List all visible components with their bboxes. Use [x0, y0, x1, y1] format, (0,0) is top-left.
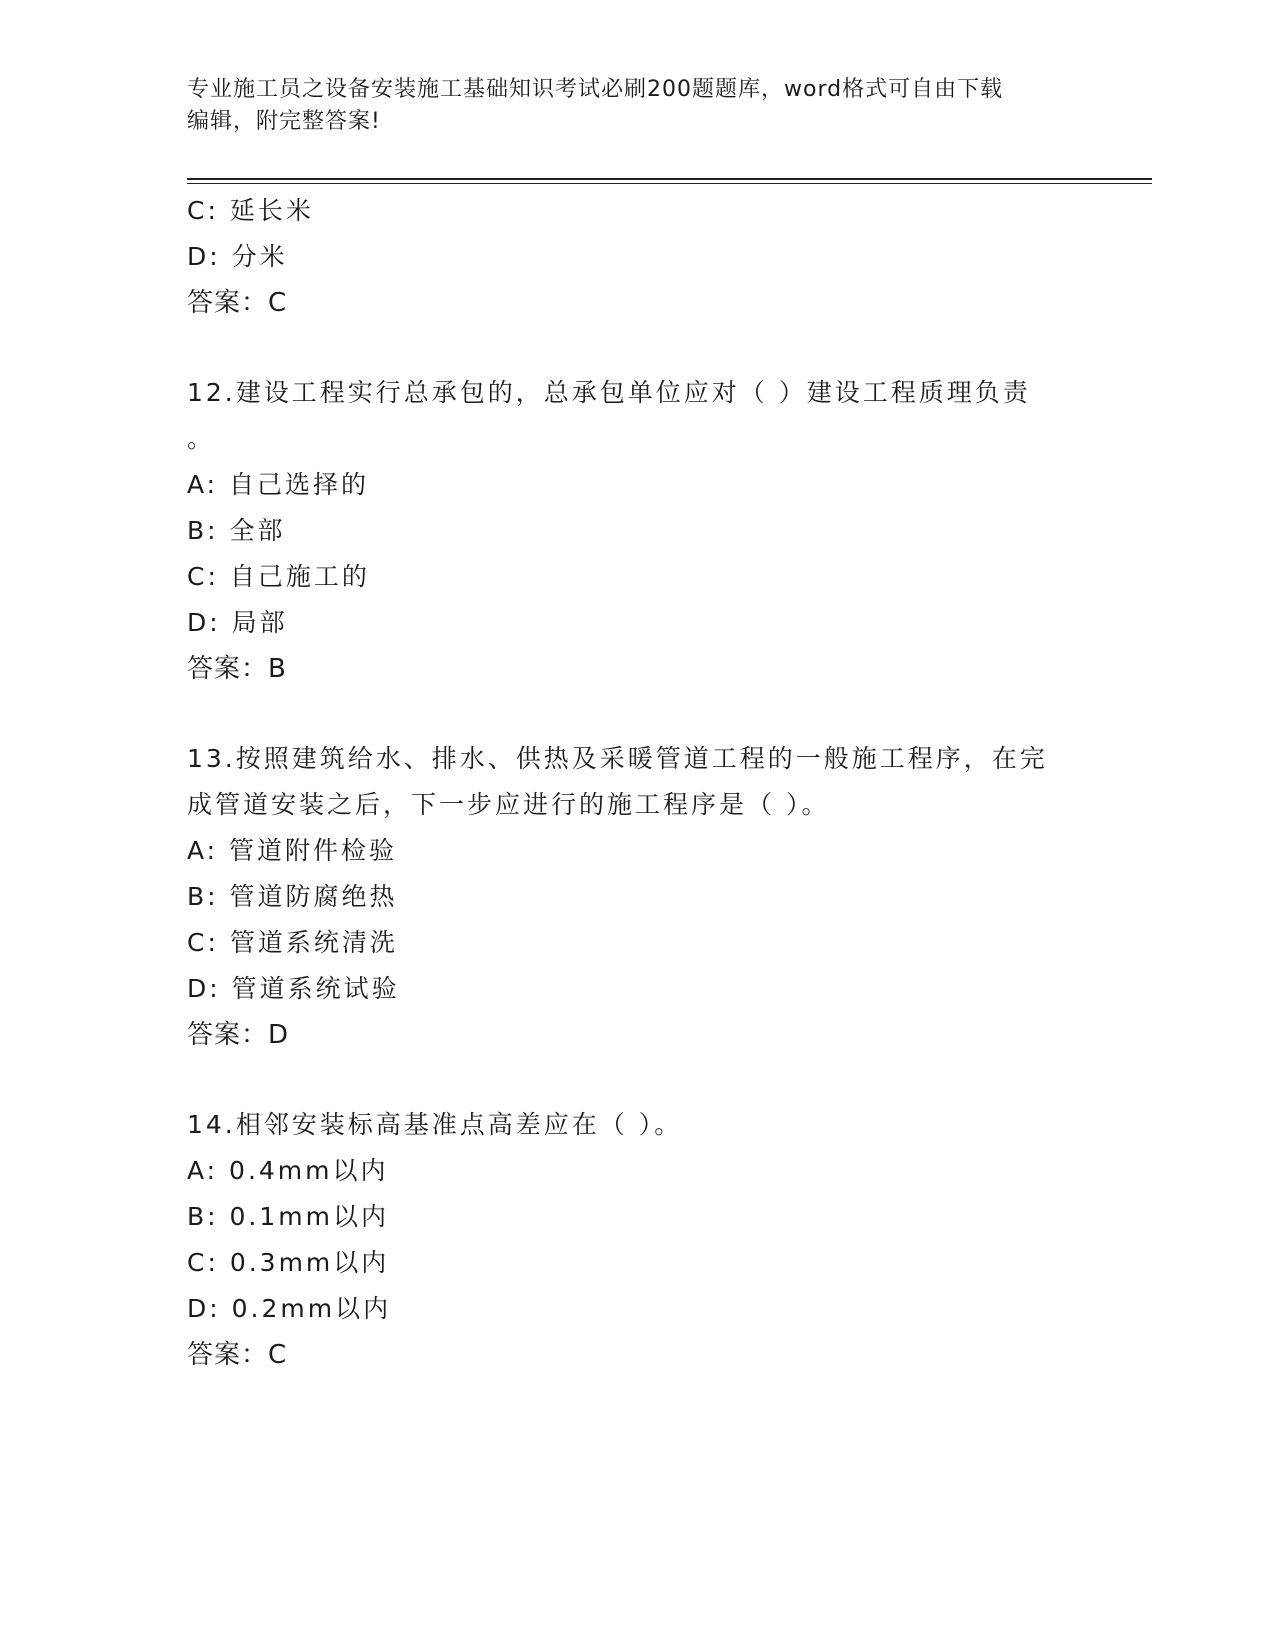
q12-option-c: C: 自己施工的	[187, 562, 370, 591]
document-body	[187, 188, 1087, 1378]
q13-stem-line2: 成管道安装之后，下一步应进行的施工程序是（ ）。	[187, 790, 830, 819]
spacer	[187, 326, 1087, 370]
question-13	[187, 736, 1087, 1058]
q13-option-d: D: 管道系统试验	[187, 974, 400, 1003]
q13-option-a: A: 管道附件检验	[187, 836, 398, 865]
q14-answer: 答案：C	[187, 1340, 288, 1370]
q11-option-d: D: 分米	[187, 242, 288, 271]
header-title-line1: 专业施工员之设备安装施工基础知识考试必刷200题题库，word格式可自由下载	[187, 77, 1004, 102]
q14-stem-line1: 14.相邻安装标高基准点高差应在（ ）。	[187, 1110, 683, 1139]
q13-stem-line1: 13.按照建筑给水、排水、供热及采暖管道工程的一般施工程序，在完	[187, 744, 1048, 773]
header-divider-thin	[187, 183, 1152, 184]
q14-option-c: C: 0.3mm以内	[187, 1248, 390, 1277]
q12-stem-line1: 12.建设工程实行总承包的，总承包单位应对（ ）建设工程质理负责	[187, 378, 1031, 407]
q11-option-c: C: 延长米	[187, 196, 314, 225]
question-14	[187, 1102, 1087, 1378]
q12-answer: 答案：B	[187, 654, 287, 684]
q14-option-a: A: 0.4mm以内	[187, 1156, 389, 1185]
header-divider-thick	[187, 178, 1152, 180]
q14-option-d: D: 0.2mm以内	[187, 1294, 392, 1323]
q12-option-d: D: 局部	[187, 608, 288, 637]
question-11-tail	[187, 188, 1087, 326]
q12-option-b: B: 全部	[187, 516, 286, 545]
spacer	[187, 692, 1087, 736]
q12-stem-line2: 。	[187, 424, 216, 453]
question-12	[187, 370, 1087, 692]
q14-option-b: B: 0.1mm以内	[187, 1202, 389, 1231]
q13-answer: 答案：D	[187, 1020, 290, 1050]
header-title-line2: 编辑，附完整答案!	[187, 109, 381, 134]
q13-option-c: C: 管道系统清洗	[187, 928, 398, 957]
document-header	[187, 74, 1087, 138]
q11-answer: 答案：C	[187, 288, 288, 318]
q12-option-a: A: 自己选择的	[187, 470, 370, 499]
q13-option-b: B: 管道防腐绝热	[187, 882, 398, 911]
spacer	[187, 1058, 1087, 1102]
